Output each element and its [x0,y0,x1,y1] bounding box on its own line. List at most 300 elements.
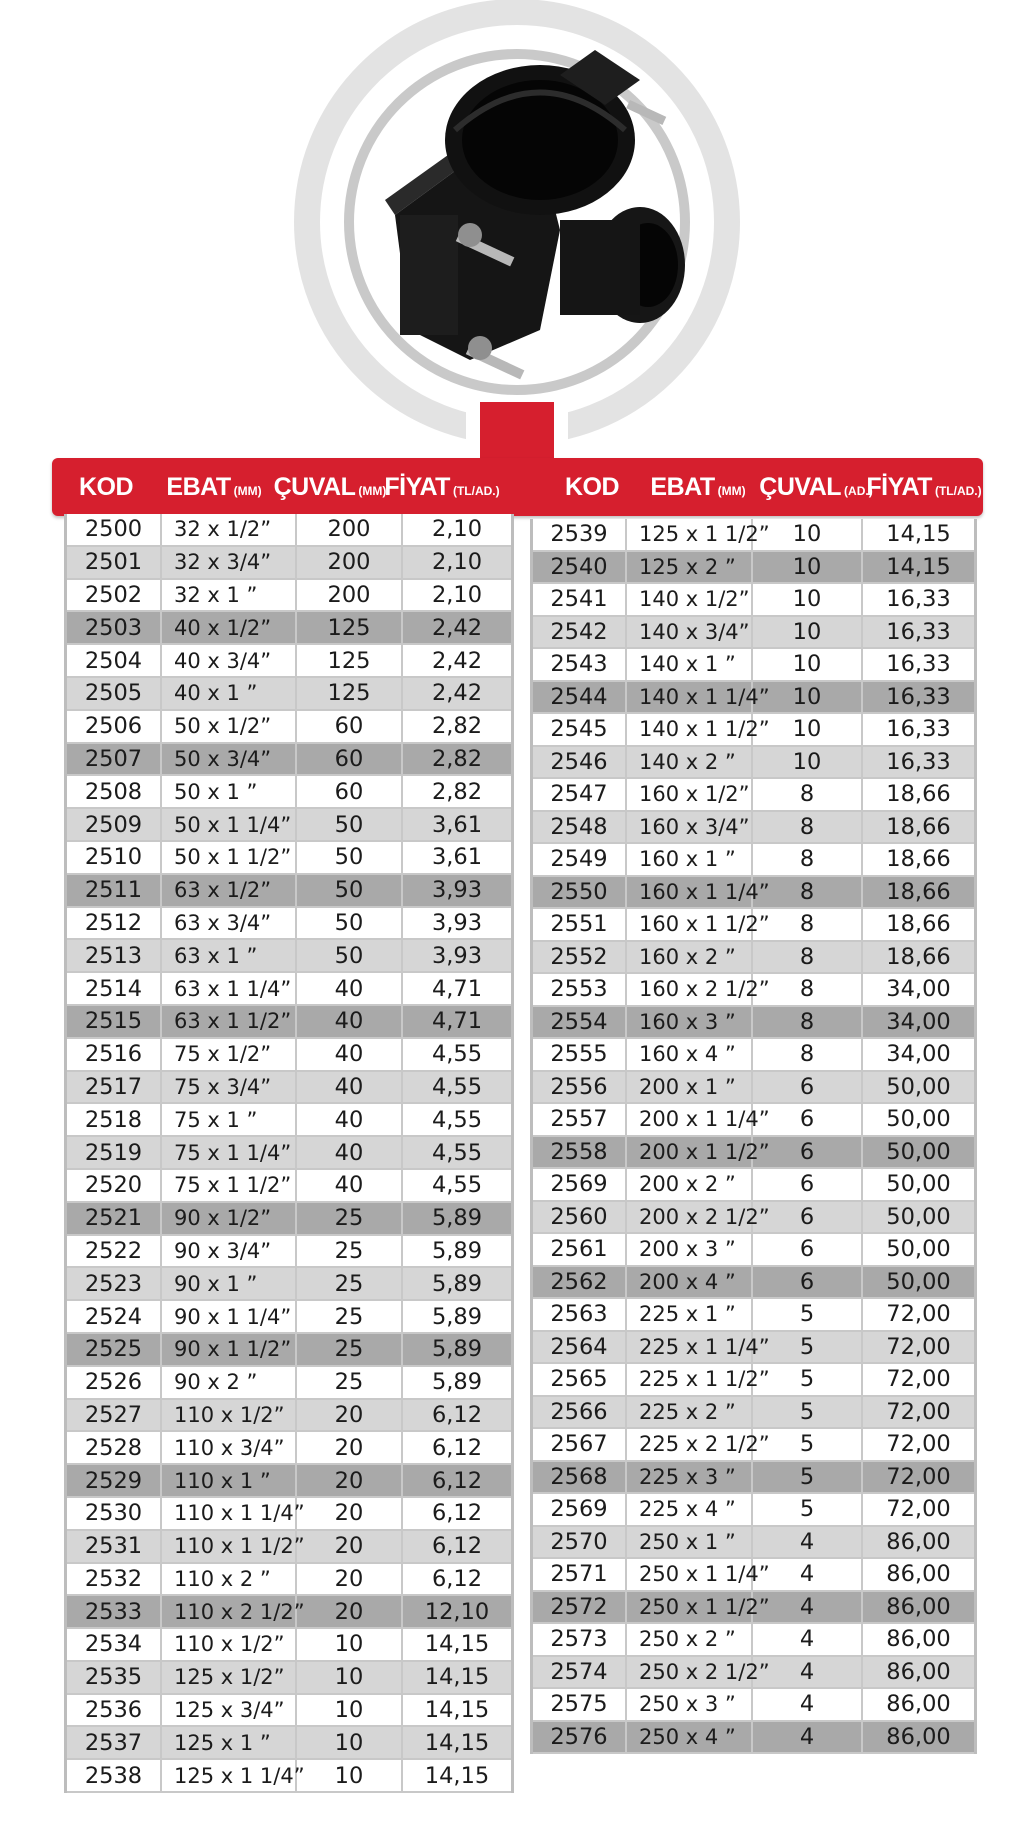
cuval-cell: 50 [297,809,403,840]
ebat-cell: 50 x 3/4” [162,744,297,775]
ebat-cell: 160 x 3/4” [627,812,753,843]
header-ebat: EBAT (MM) [166,472,262,501]
cuval-cell: 125 [297,678,403,709]
kod-cell: 2557 [533,1104,627,1135]
kod-cell: 2545 [533,714,627,745]
table-row [533,1039,974,1072]
header-kod: KOD [78,472,134,501]
kod-cell: 2505 [67,678,162,709]
kod-cell: 2531 [67,1531,162,1562]
table-row [533,519,974,552]
cuval-cell: 125 [297,645,403,676]
kod-cell: 2575 [533,1689,627,1720]
table-row [533,1722,974,1755]
table-row [533,1559,974,1592]
kod-cell: 2522 [67,1236,162,1267]
ebat-cell: 90 x 1 1/4” [162,1301,297,1332]
fiyat-cell: 2,82 [431,713,483,740]
table-row [67,1400,511,1433]
cuval-cell: 125 [297,612,403,643]
ebat-cell: 110 x 1/2” [162,1400,297,1431]
cuval-cell: 4 [753,1722,863,1753]
table-row [67,1531,511,1564]
table-row [67,711,511,744]
ebat-cell: 225 x 1 1/4” [627,1332,753,1363]
table-row [67,678,511,711]
fiyat-cell: 50,00 [886,1203,951,1230]
ebat-cell: 110 x 1/2” [162,1629,297,1660]
table-row [67,1596,511,1629]
fiyat-cell: 2,42 [431,647,483,674]
cuval-cell: 8 [753,1007,863,1038]
fiyat-cell: 3,61 [431,844,483,871]
ebat-cell: 50 x 1/2” [162,711,297,742]
kod-cell: 2514 [67,973,162,1004]
kod-cell: 2528 [67,1432,162,1463]
fiyat-cell: 50,00 [886,1236,951,1263]
kod-cell: 2556 [533,1072,627,1103]
kod-cell: 2553 [533,974,627,1005]
fiyat-cell: 2,10 [431,549,483,576]
cuval-cell: 10 [753,682,863,713]
ebat-cell: 125 x 2 ” [627,552,753,583]
fiyat-cell: 16,33 [886,651,951,678]
cuval-cell: 50 [297,940,403,971]
kod-cell: 2506 [67,711,162,742]
cuval-cell: 25 [297,1236,403,1267]
table-row [533,1462,974,1495]
cuval-cell: 10 [753,649,863,680]
kod-cell: 2548 [533,812,627,843]
kod-cell: 2521 [67,1203,162,1234]
table-row [67,842,511,875]
table-row [67,1367,511,1400]
table-row [533,779,974,812]
ebat-cell: 63 x 1 1/4” [162,973,297,1004]
fiyat-cell: 14,15 [424,1762,490,1789]
kod-cell: 2517 [67,1072,162,1103]
cuval-cell: 4 [753,1592,863,1623]
kod-cell: 2513 [67,940,162,971]
ebat-cell: 125 x 1 ” [162,1727,297,1758]
fiyat-cell: 86,00 [886,1658,951,1685]
table-row [533,1202,974,1235]
kod-cell: 2546 [533,747,627,778]
header-fiyat: FİYAT (TL/AD.) [384,472,500,501]
ebat-cell: 250 x 1 ” [627,1527,753,1558]
cuval-cell: 10 [753,617,863,648]
cuval-cell: 20 [297,1564,403,1595]
cuval-cell: 50 [297,875,403,906]
table-row [533,1267,974,1300]
fiyat-cell: 86,00 [886,1723,951,1750]
kod-cell: 2571 [533,1559,627,1590]
ebat-cell: 50 x 1 1/4” [162,809,297,840]
fiyat-cell: 4,71 [431,1008,483,1035]
table-row [67,1760,511,1793]
table-row [533,747,974,780]
fiyat-cell: 72,00 [886,1366,951,1393]
table-row [67,1203,511,1236]
ebat-cell: 50 x 1 1/2” [162,842,297,873]
ebat-cell: 75 x 1/2” [162,1039,297,1070]
kod-cell: 2570 [533,1527,627,1558]
table-row [533,1137,974,1170]
table-row [533,1592,974,1625]
cuval-cell: 20 [297,1498,403,1529]
ebat-cell: 140 x 1 1/4” [627,682,753,713]
ebat-cell: 125 x 3/4” [162,1695,297,1726]
table-row [67,645,511,678]
table-row [533,1689,974,1722]
table-row [533,584,974,617]
ebat-cell: 40 x 1/2” [162,612,297,643]
kod-cell: 2542 [533,617,627,648]
kod-cell: 2549 [533,844,627,875]
table-row [67,1072,511,1105]
table-row [533,877,974,910]
fiyat-cell: 2,82 [431,778,483,805]
cuval-cell: 40 [297,1170,403,1201]
header-left [58,458,500,516]
cuval-cell: 25 [297,1367,403,1398]
kod-cell: 2569 [533,1494,627,1525]
ebat-cell: 225 x 2 1/2” [627,1429,753,1460]
fiyat-cell: 72,00 [886,1463,951,1490]
cuval-cell: 8 [753,1039,863,1070]
cuval-cell: 5 [753,1494,863,1525]
fiyat-cell: 50,00 [886,1073,951,1100]
fiyat-cell: 4,55 [431,1106,483,1133]
ebat-cell: 110 x 1 ” [162,1465,297,1496]
kod-cell: 2527 [67,1400,162,1431]
cuval-cell: 10 [753,519,863,550]
ebat-cell: 32 x 1/2” [162,514,297,545]
ebat-cell: 125 x 1/2” [162,1662,297,1693]
kod-cell: 2562 [533,1267,627,1298]
kod-cell: 2552 [533,942,627,973]
ebat-cell: 63 x 1 ” [162,940,297,971]
table-row [533,1104,974,1137]
fiyat-cell: 5,89 [431,1336,483,1363]
ebat-cell: 140 x 1 1/2” [627,714,753,745]
cuval-cell: 4 [753,1624,863,1655]
cuval-cell: 10 [297,1695,403,1726]
table-row [533,1072,974,1105]
cuval-cell: 20 [297,1531,403,1562]
table-row [533,1429,974,1462]
cuval-cell: 10 [753,714,863,745]
fiyat-cell: 18,66 [886,813,951,840]
table-row [533,1364,974,1397]
table-row [533,1234,974,1267]
ebat-cell: 110 x 1 1/2” [162,1531,297,1562]
table-row [67,1432,511,1465]
fiyat-cell: 50,00 [886,1138,951,1165]
ebat-cell: 90 x 1/2” [162,1203,297,1234]
ebat-cell: 63 x 1 1/2” [162,1006,297,1037]
cuval-cell: 60 [297,744,403,775]
fiyat-cell: 14,15 [886,521,951,548]
fiyat-cell: 2,82 [431,745,483,772]
fiyat-cell: 6,12 [431,1565,483,1592]
fiyat-cell: 3,61 [431,811,483,838]
kod-cell: 2508 [67,776,162,807]
ebat-cell: 125 x 1 1/2” [627,519,753,550]
cuval-cell: 40 [297,1006,403,1037]
kod-cell: 2534 [67,1629,162,1660]
fiyat-cell: 5,89 [431,1237,483,1264]
ebat-cell: 140 x 3/4” [627,617,753,648]
cuval-cell: 40 [297,1072,403,1103]
cuval-cell: 20 [297,1465,403,1496]
ebat-cell: 225 x 4 ” [627,1494,753,1525]
ebat-cell: 225 x 2 ” [627,1397,753,1428]
ebat-cell: 90 x 1 ” [162,1268,297,1299]
kod-cell: 2511 [67,875,162,906]
fiyat-cell: 2,10 [431,581,483,608]
price-table-right [530,519,977,1754]
kod-cell: 2500 [67,514,162,545]
ebat-cell: 32 x 3/4” [162,547,297,578]
fiyat-cell: 18,66 [886,781,951,808]
kod-cell: 2533 [67,1596,162,1627]
header-kod: KOD [564,472,620,501]
kod-cell: 2558 [533,1137,627,1168]
kod-cell: 2535 [67,1662,162,1693]
cuval-cell: 25 [297,1203,403,1234]
table-row [533,1527,974,1560]
kod-cell: 2530 [67,1498,162,1529]
ebat-cell: 160 x 3 ” [627,1007,753,1038]
cuval-cell: 6 [753,1267,863,1298]
ebat-cell: 160 x 4 ” [627,1039,753,1070]
kod-cell: 2573 [533,1624,627,1655]
kod-cell: 2532 [67,1564,162,1595]
cuval-cell: 6 [753,1104,863,1135]
cuval-cell: 10 [297,1760,403,1791]
fiyat-cell: 16,33 [886,618,951,645]
table-row [533,974,974,1007]
cuval-cell: 10 [297,1629,403,1660]
fiyat-cell: 18,66 [886,878,951,905]
ebat-cell: 160 x 1/2” [627,779,753,810]
table-row [67,809,511,842]
cuval-cell: 10 [753,747,863,778]
ebat-cell: 160 x 2 ” [627,942,753,973]
ebat-cell: 75 x 3/4” [162,1072,297,1103]
table-row [533,1007,974,1040]
ebat-cell: 250 x 2 ” [627,1624,753,1655]
ebat-cell: 110 x 2 1/2” [162,1596,297,1627]
table-row [533,942,974,975]
fiyat-cell: 34,00 [886,1041,951,1068]
table-row [67,1039,511,1072]
cuval-cell: 8 [753,877,863,908]
ebat-cell: 90 x 1 1/2” [162,1334,297,1365]
cuval-cell: 40 [297,1104,403,1135]
ebat-cell: 250 x 3 ” [627,1689,753,1720]
fiyat-cell: 14,15 [424,1697,490,1724]
table-row [67,1465,511,1498]
cuval-cell: 5 [753,1364,863,1395]
price-table-left [64,514,514,1793]
cuval-cell: 10 [753,552,863,583]
kod-cell: 2525 [67,1334,162,1365]
fiyat-cell: 34,00 [886,1008,951,1035]
table-row [533,1494,974,1527]
table-row [533,714,974,747]
fiyat-cell: 86,00 [886,1528,951,1555]
saddle-clamp-image [0,0,1034,470]
kod-cell: 2529 [67,1465,162,1496]
table-row [67,1268,511,1301]
cuval-cell: 25 [297,1301,403,1332]
ebat-cell: 200 x 2 1/2” [627,1202,753,1233]
ebat-cell: 110 x 2 ” [162,1564,297,1595]
fiyat-cell: 2,42 [431,614,483,641]
fiyat-cell: 18,66 [886,943,951,970]
table-row [67,908,511,941]
cuval-cell: 4 [753,1527,863,1558]
fiyat-cell: 34,00 [886,976,951,1003]
kod-cell: 2554 [533,1007,627,1038]
kod-cell: 2576 [533,1722,627,1753]
fiyat-cell: 3,93 [431,909,483,936]
fiyat-cell: 5,89 [431,1270,483,1297]
header-ebat: EBAT (MM) [650,472,746,501]
ebat-cell: 225 x 3 ” [627,1462,753,1493]
fiyat-cell: 6,12 [431,1467,483,1494]
cuval-cell: 8 [753,909,863,940]
cuval-cell: 4 [753,1689,863,1720]
table-row [533,552,974,585]
cuval-cell: 60 [297,776,403,807]
table-row [67,744,511,777]
ebat-cell: 160 x 1 ” [627,844,753,875]
table-row [533,844,974,877]
cuval-cell: 5 [753,1299,863,1330]
kod-cell: 2536 [67,1695,162,1726]
cuval-cell: 6 [753,1234,863,1265]
cuval-cell: 8 [753,812,863,843]
cuval-cell: 6 [753,1137,863,1168]
cuval-cell: 6 [753,1202,863,1233]
fiyat-cell: 50,00 [886,1106,951,1133]
table-row [533,812,974,845]
table-row [67,1137,511,1170]
fiyat-cell: 6,12 [431,1500,483,1527]
fiyat-cell: 4,55 [431,1041,483,1068]
cuval-cell: 8 [753,974,863,1005]
fiyat-cell: 16,33 [886,748,951,775]
kod-cell: 2519 [67,1137,162,1168]
fiyat-cell: 14,15 [886,553,951,580]
header-cuval: ÇUVAL (MM) [273,472,387,501]
ebat-cell: 32 x 1 ” [162,580,297,611]
kod-cell: 2510 [67,842,162,873]
fiyat-cell: 4,71 [431,975,483,1002]
cuval-cell: 50 [297,908,403,939]
kod-cell: 2509 [67,809,162,840]
table-row [67,1662,511,1695]
kod-cell: 2540 [533,552,627,583]
ebat-cell: 75 x 1 1/4” [162,1137,297,1168]
ebat-cell: 63 x 3/4” [162,908,297,939]
fiyat-cell: 72,00 [886,1301,951,1328]
table-row [67,1629,511,1662]
cuval-cell: 6 [753,1072,863,1103]
table-row [533,1397,974,1430]
table-row [533,1169,974,1202]
header-right [552,458,983,516]
kod-cell: 2561 [533,1234,627,1265]
ebat-cell: 125 x 1 1/4” [162,1760,297,1791]
ebat-cell: 75 x 1 ” [162,1104,297,1135]
kod-cell: 2551 [533,909,627,940]
ebat-cell: 160 x 1 1/4” [627,877,753,908]
table-row [67,547,511,580]
fiyat-cell: 4,55 [431,1139,483,1166]
table-row [533,909,974,942]
table-row [67,940,511,973]
kod-cell: 2543 [533,649,627,680]
ebat-cell: 160 x 2 1/2” [627,974,753,1005]
cuval-cell: 20 [297,1596,403,1627]
cuval-cell: 8 [753,942,863,973]
ebat-cell: 160 x 1 1/2” [627,909,753,940]
fiyat-cell: 5,89 [431,1205,483,1232]
kod-cell: 2560 [533,1202,627,1233]
table-row [67,1564,511,1597]
ebat-cell: 90 x 3/4” [162,1236,297,1267]
fiyat-cell: 14,15 [424,1664,490,1691]
fiyat-cell: 86,00 [886,1626,951,1653]
ebat-cell: 140 x 1 ” [627,649,753,680]
fiyat-cell: 16,33 [886,716,951,743]
table-row [67,514,511,547]
table-row [67,612,511,645]
kod-cell: 2523 [67,1268,162,1299]
kod-cell: 2555 [533,1039,627,1070]
kod-cell: 2539 [533,519,627,550]
kod-cell: 2502 [67,580,162,611]
ebat-cell: 140 x 1/2” [627,584,753,615]
ebat-cell: 225 x 1 1/2” [627,1364,753,1395]
table-row [533,1299,974,1332]
cuval-cell: 5 [753,1397,863,1428]
table-row [67,973,511,1006]
fiyat-cell: 16,33 [886,683,951,710]
kod-cell: 2572 [533,1592,627,1623]
table-row [67,776,511,809]
ebat-cell: 75 x 1 1/2” [162,1170,297,1201]
kod-cell: 2512 [67,908,162,939]
kod-cell: 2566 [533,1397,627,1428]
cuval-cell: 20 [297,1400,403,1431]
fiyat-cell: 50,00 [886,1268,951,1295]
kod-cell: 2550 [533,877,627,908]
kod-cell: 2547 [533,779,627,810]
header-fiyat: FİYAT (TL/AD.) [866,472,982,501]
fiyat-cell: 5,89 [431,1369,483,1396]
ebat-cell: 63 x 1/2” [162,875,297,906]
table-row [67,1695,511,1728]
cuval-cell: 40 [297,1039,403,1070]
fiyat-cell: 18,66 [886,846,951,873]
kod-cell: 2516 [67,1039,162,1070]
ebat-cell: 90 x 2 ” [162,1367,297,1398]
